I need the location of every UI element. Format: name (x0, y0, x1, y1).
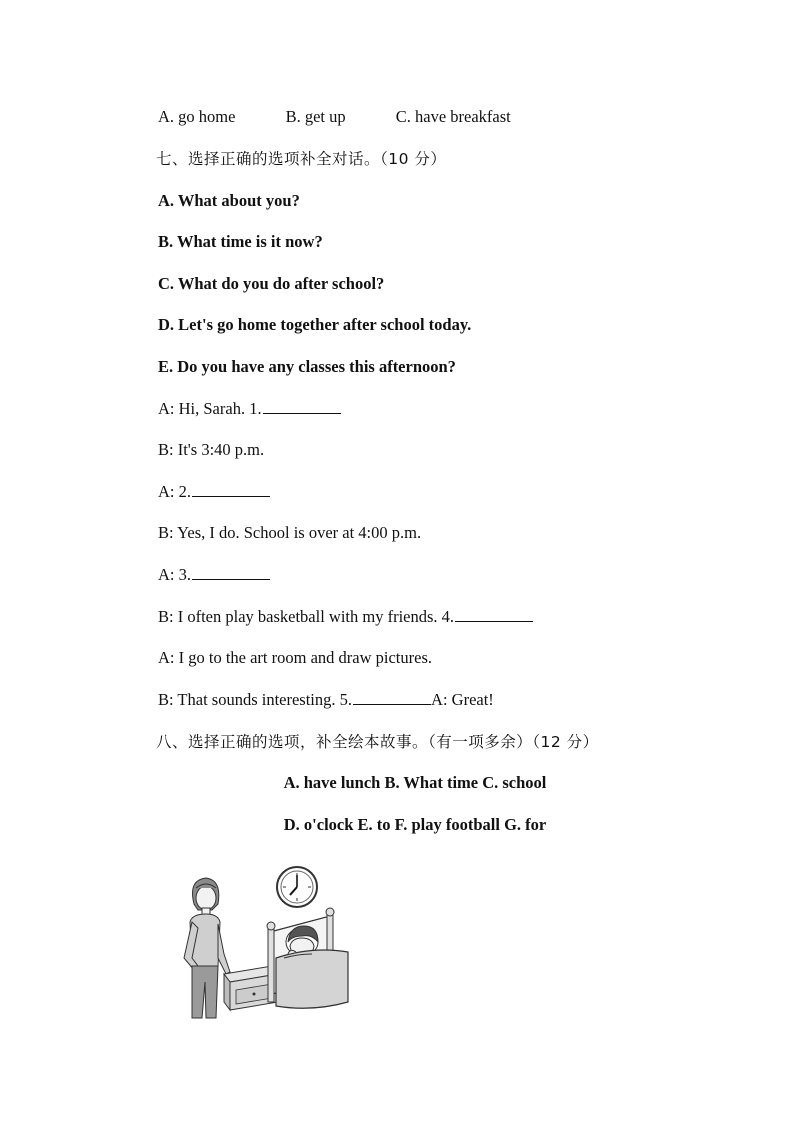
dialogue-line-6 (158, 606, 533, 628)
section7-heading: 七、选择正确的选项补全对话。（10 分） (156, 150, 447, 168)
dialogue-text: B: That sounds interesting. 5. (158, 690, 353, 709)
story-illustration (172, 862, 354, 1022)
s7-option-b: B. What time is it now? (158, 232, 323, 251)
answer-blank-3[interactable] (192, 565, 270, 580)
boy-in-bed (267, 908, 348, 1008)
dialogue-line-8 (158, 689, 494, 711)
option-b: B. get up (285, 107, 346, 126)
s7-option-a: A. What about you? (158, 191, 300, 210)
s7-option-c: C. What do you do after school? (158, 274, 385, 293)
s7-option-e: E. Do you have any classes this afternoon? (158, 357, 456, 376)
dialogue-line-7: A: I go to the art room and draw pictures. (158, 648, 433, 667)
option-c: C. have breakfast (395, 107, 511, 126)
dialogue-text: A: Great! (431, 690, 494, 709)
dialogue-text: A: 2. (158, 482, 191, 501)
s8-options-line-2: D. o'clock E. to F. play football G. for (283, 815, 547, 834)
section8-heading: 八、选择正确的选项，补全绘本故事。（有一项多余）（12 分） (156, 733, 599, 751)
dialogue-text: A: 3. (158, 565, 191, 584)
wall-clock-icon (277, 867, 317, 907)
s8-options-line-1: A. have lunch B. What time C. school (283, 773, 547, 792)
answer-blank-5[interactable] (353, 690, 431, 705)
dialogue-line-5 (158, 564, 270, 586)
answer-blank-2[interactable] (192, 482, 270, 497)
dialogue-line-2: B: It's 3:40 p.m. (158, 440, 265, 459)
answer-blank-4[interactable] (455, 607, 533, 622)
dialogue-line-3 (158, 481, 270, 503)
dialogue-line-4: B: Yes, I do. School is over at 4:00 p.m. (158, 523, 422, 542)
dialogue-line-1 (158, 398, 341, 420)
dialogue-text: A: Hi, Sarah. 1. (158, 399, 262, 418)
top-options-line (158, 106, 511, 128)
s7-option-d: D. Let's go home together after school today. (158, 315, 472, 334)
option-a: A. go home (158, 107, 236, 126)
dialogue-text: B: I often play basketball with my friends. 4. (158, 607, 455, 626)
answer-blank-1[interactable] (263, 399, 341, 414)
mother-figure (184, 878, 230, 1018)
